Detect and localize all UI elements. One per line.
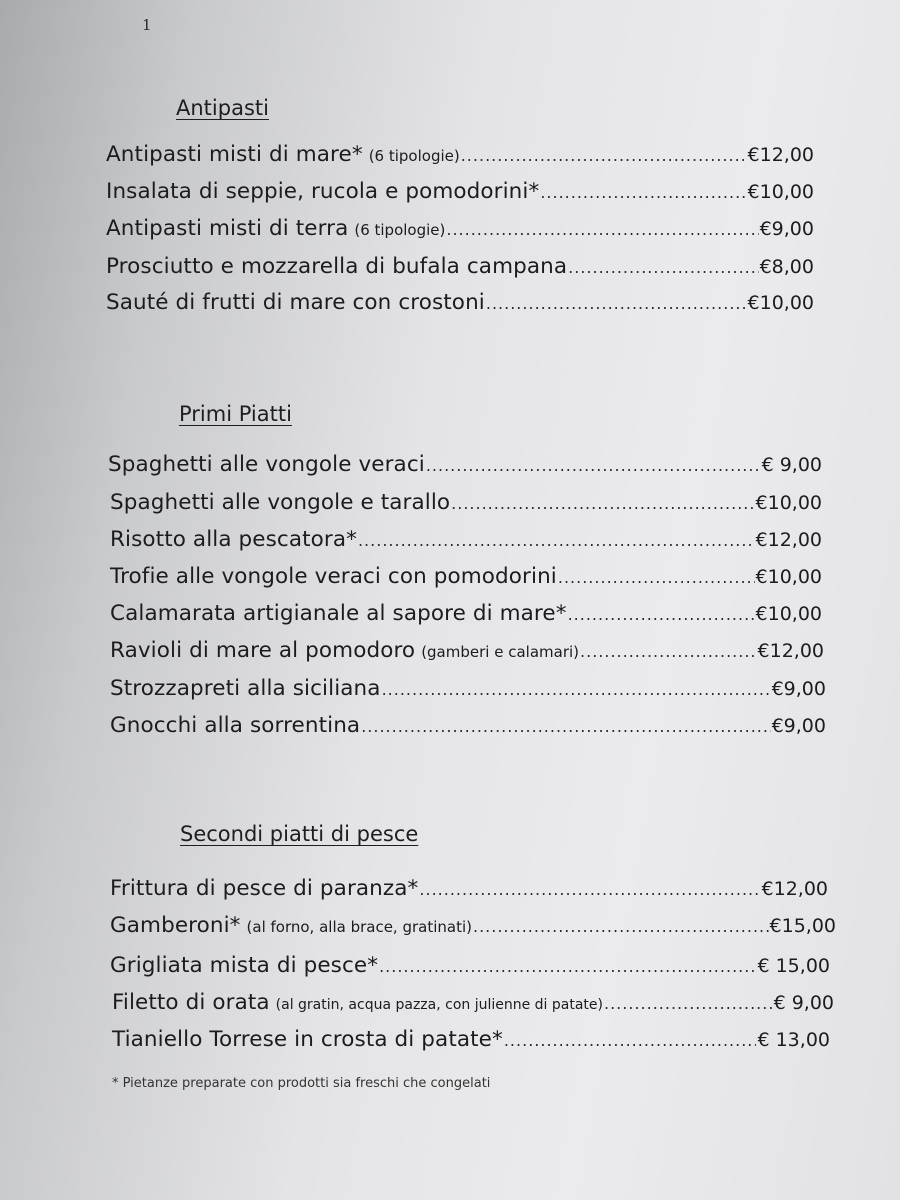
menu-item [110, 876, 828, 910]
dot-leader [361, 717, 770, 736]
item-note: (al forno, alla brace, gratinati) [246, 918, 472, 936]
item-price: € 13,00 [757, 1029, 830, 1051]
item-price: €10,00 [747, 181, 814, 203]
dot-leader [568, 258, 758, 277]
menu-item [108, 452, 822, 486]
item-name: Strozzapreti alla siciliana [110, 676, 381, 701]
item-price: € 9,00 [773, 992, 834, 1014]
section-title: Antipasti [176, 96, 269, 120]
dot-leader [379, 957, 756, 976]
item-price: €10,00 [755, 566, 822, 588]
item-price: €12,00 [757, 640, 824, 662]
item-note: (6 tipologie) [354, 221, 446, 239]
menu-item [110, 676, 826, 710]
item-name: Insalata di seppie, rucola e pomodorini* [106, 179, 540, 204]
menu-item [106, 142, 814, 176]
dot-leader [426, 456, 761, 475]
menu-item [106, 216, 814, 250]
item-name: Gamberoni* [110, 913, 241, 938]
item-name: Filetto di orata [112, 990, 270, 1015]
item-price: €15,00 [769, 915, 836, 937]
dot-leader [558, 568, 755, 587]
item-name: Risotto alla pescatora* [110, 527, 357, 552]
menu-item [112, 1027, 830, 1061]
item-price: €8,00 [759, 256, 814, 278]
footnote: * Pietanze preparate con prodotti sia freschi che congelati [112, 1076, 491, 1091]
item-name: Prosciutto e mozzarella di bufala campana [106, 254, 568, 279]
dot-leader [358, 531, 755, 550]
dot-leader [604, 994, 773, 1013]
item-note: (6 tipologie) [368, 147, 460, 165]
item-price: €9,00 [771, 715, 826, 737]
item-name: Spaghetti alle vongole e tarallo [110, 490, 451, 515]
dot-leader [461, 146, 747, 165]
menu-item [112, 990, 834, 1024]
item-name: Antipasti misti di terra [106, 216, 349, 241]
dot-leader [446, 220, 758, 239]
menu-item [110, 564, 822, 598]
dot-leader [568, 605, 755, 624]
item-name: Sauté di frutti di mare con crostoni [106, 290, 485, 315]
dot-leader [486, 294, 747, 313]
item-price: €12,00 [747, 144, 814, 166]
item-note: (al gratin, acqua pazza, con julienne di patate) [275, 997, 603, 1013]
item-price: €12,00 [761, 878, 828, 900]
item-name: Ravioli di mare al pomodoro [110, 638, 416, 663]
item-name: Tianiello Torrese in crosta di patate* [112, 1027, 503, 1052]
item-price: €12,00 [755, 529, 822, 551]
menu-item [110, 527, 822, 561]
item-price: €9,00 [759, 218, 814, 240]
dot-leader [473, 917, 769, 936]
item-name: Antipasti misti di mare* [106, 142, 363, 167]
dot-leader [419, 880, 760, 899]
dot-leader [540, 183, 746, 202]
menu-item [110, 490, 822, 524]
menu-item [110, 913, 836, 947]
item-price: €10,00 [755, 492, 822, 514]
section-title: Primi Piatti [179, 402, 292, 426]
item-name: Calamarata artigianale al sapore di mare* [110, 601, 567, 626]
item-name: Spaghetti alle vongole veraci [108, 452, 425, 477]
menu-item [106, 290, 814, 324]
item-price: € 9,00 [761, 454, 822, 476]
page-number: 1 [142, 16, 152, 34]
menu-item [106, 179, 814, 213]
item-name: Grigliata mista di pesce* [110, 953, 379, 978]
item-note: (gamberi e calamari) [421, 643, 580, 661]
dot-leader [580, 642, 757, 661]
dot-leader [451, 494, 754, 513]
dot-leader [504, 1031, 757, 1050]
item-price: € 15,00 [757, 955, 830, 977]
item-price: €10,00 [747, 292, 814, 314]
menu-item [106, 254, 814, 288]
section-title: Secondi piatti di pesce [180, 822, 419, 846]
item-price: €10,00 [755, 603, 822, 625]
dot-leader [382, 680, 771, 699]
item-name: Trofie alle vongole veraci con pomodorini [110, 564, 557, 589]
item-name: Gnocchi alla sorrentina [110, 713, 361, 738]
menu-item [110, 638, 824, 672]
menu-item [110, 713, 826, 747]
menu-item [110, 953, 830, 987]
item-name: Frittura di pesce di paranza* [110, 876, 419, 901]
item-price: €9,00 [771, 678, 826, 700]
menu-item [110, 601, 822, 635]
